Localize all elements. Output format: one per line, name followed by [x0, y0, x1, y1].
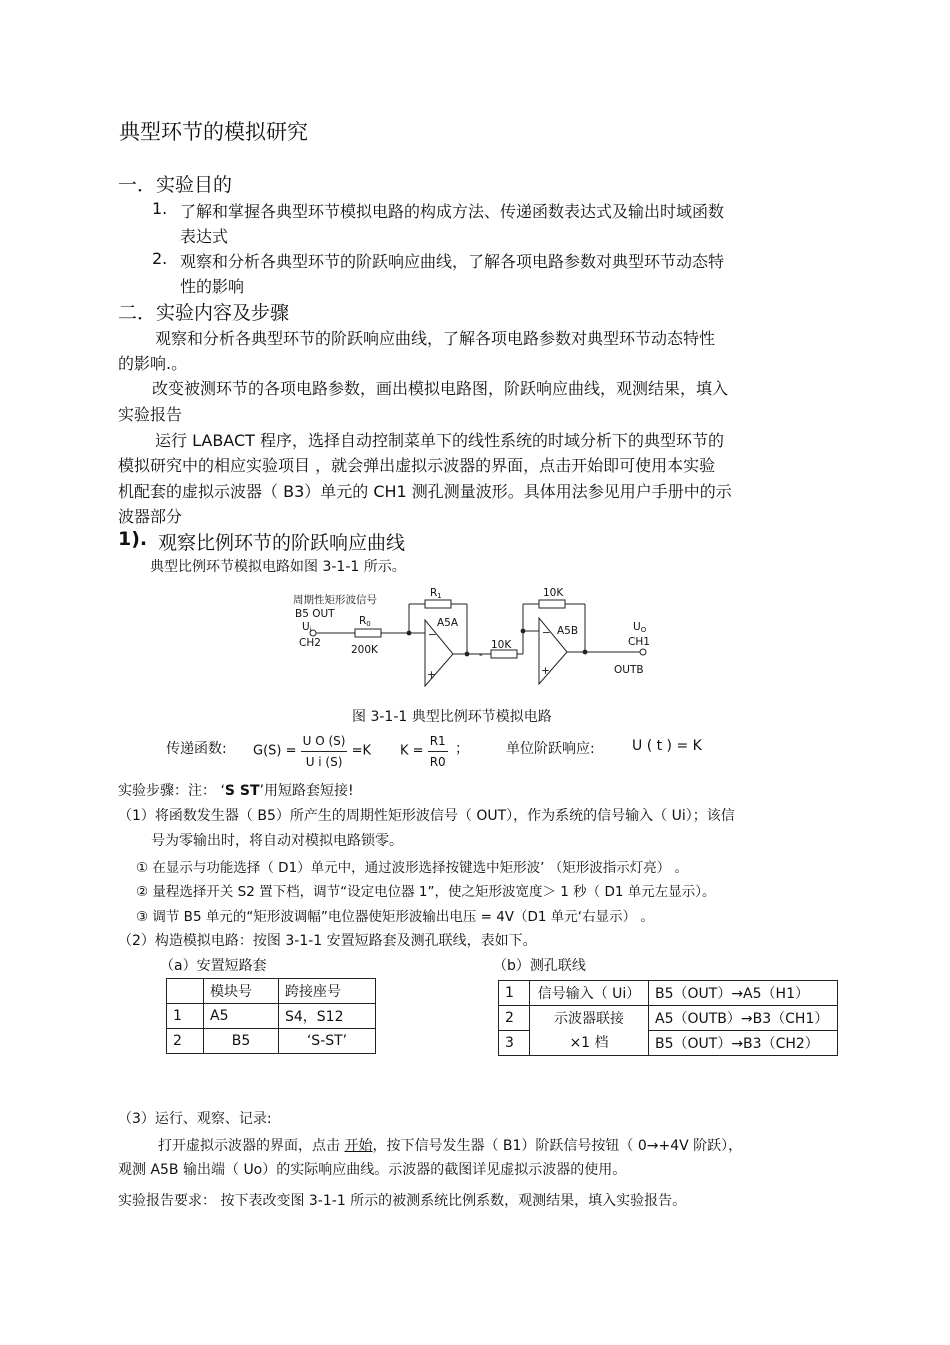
table-cell: 1 — [499, 981, 530, 1006]
step-1-item-3: ③ 调节 B5 单元的“矩形波调幅”电位器使矩形波输出电压 = 4V（D1 单元‘右显示） 。 — [136, 909, 654, 925]
r0-value: 200K — [351, 644, 378, 656]
resistor-r0 — [355, 629, 381, 637]
table-cell: 信号输入（ Ui） — [530, 981, 649, 1006]
paragraph-line: 运行 LABACT 程序，选择自动控制菜单下的线性系统的时域分析下的典型环节的 — [155, 431, 724, 450]
subsection-heading: 观察比例环节的阶跃响应曲线 — [158, 532, 406, 554]
uo-ui-fraction — [301, 731, 348, 772]
circuit-diagram — [285, 582, 680, 690]
table-cell: 1 — [167, 1004, 204, 1029]
table-cell: S4，S12 — [279, 1004, 376, 1029]
step-3-line2: 观测 A5B 输出端（ Uo）的实际响应曲线。示波器的截图详见虚拟示波器的使用。 — [118, 1162, 627, 1178]
paragraph-line: 改变被测环节的各项电路参数，画出模拟电路图，阶跃响应曲线，观测结果，填入 — [152, 379, 729, 398]
step-3-line1: 打开虚拟示波器的界面，点击 开始，按下信号发生器（ B1）阶跃信号按钮（ 0→+4V 阶跃）， — [158, 1138, 743, 1154]
table-cell-merged — [530, 1006, 649, 1056]
step-2: （2）构造模拟电路：按图 3-1-1 安置短路套及测孔联线，表如下。 — [118, 933, 537, 949]
gain-denominator: R0 — [429, 755, 446, 769]
steps-intro: 实验步骤：注： ‘S ST’用短路套短接! — [118, 783, 354, 799]
r0-label: R0 — [359, 615, 371, 628]
figure-intro: 典型比例环节模拟电路如图 3-1-1 所示。 — [150, 559, 406, 575]
feedback-resistor-value: 10K — [543, 587, 564, 599]
a5a-minus: − — [428, 629, 437, 641]
step-3-heading: （3）运行、观察、记录: — [118, 1111, 272, 1127]
table-cell: 2 — [167, 1029, 204, 1054]
a5a-label: A5A — [437, 617, 459, 629]
signal-label: 周期性矩形波信号 — [293, 594, 377, 606]
report-requirement: 实验报告要求： 按下表改变图 3-1-1 所示的被测系统比例系数，观测结果，填入实验报告。 — [118, 1193, 687, 1209]
resistor-10k-mid — [491, 650, 517, 658]
table-cell: A5（OUTB）→B3（CH1） — [649, 1006, 838, 1031]
table-cell: A5 — [204, 1004, 279, 1029]
section1-heading: 一．实验目的 — [118, 174, 233, 196]
step-response-value: U ( t ) = K — [632, 738, 702, 754]
ui-label: Ui — [302, 621, 312, 634]
a5b-minus: − — [542, 627, 551, 639]
step-response-label: 单位阶跃响应: — [506, 741, 595, 757]
table-row — [499, 1006, 838, 1031]
table-header-cell: 模块号 — [204, 979, 279, 1004]
jumper-table — [166, 978, 376, 1054]
semicolon: ； — [455, 741, 469, 757]
step-1-item-1: ① 在显示与功能选择（ D1）单元中，通过波形选择按键选中矩形波’ （矩形波指示灯亮） 。 — [136, 860, 689, 876]
paragraph-line: 的影响.。 — [118, 354, 188, 373]
table-row — [167, 1029, 376, 1054]
a5b-plus: + — [541, 665, 550, 677]
paragraph-line: 观察和分析各典型环节的阶跃响应曲线，了解各项电路参数对典型环节动态特性 — [155, 329, 716, 348]
paragraph-line: 波器部分 — [118, 507, 183, 526]
resistor-10k-feedback — [539, 600, 565, 608]
table-cell-text: 示波器联接 — [554, 1010, 624, 1027]
section2-heading: 二．实验内容及步骤 — [118, 302, 290, 324]
resistor-r1 — [425, 600, 451, 608]
outb-label: OUTB — [614, 664, 644, 676]
equals-k: =K — [351, 743, 372, 759]
output-terminal — [640, 649, 646, 655]
list-item-text: 了解和掌握各典型环节模拟电路的构成方法、传递函数表达式及输出时域函数 — [180, 202, 725, 221]
uo-label: UO — [633, 621, 647, 634]
step-1-item-2: ② 量程选择开关 S2 置下档，调节“设定电位器 1”，使之矩形波宽度＞ 1 秒（ D1 单元左显示）。 — [136, 884, 716, 900]
b5-out-label: B5 OUT — [295, 608, 335, 620]
table-b-caption: （b）测孔联线 — [493, 958, 586, 974]
table-cell: ‘S-ST’ — [279, 1029, 376, 1054]
list-item-num: 1. — [152, 199, 168, 218]
ch2-label: CH2 — [299, 637, 321, 649]
step-1-line1: （1）将函数发生器（ B5）所产生的周期性矩形波信号（ OUT），作为系统的信号输入（ Ui）；该信 — [118, 808, 735, 824]
gain-numerator: R1 — [428, 731, 448, 752]
fraction-denominator: U i (S) — [305, 755, 343, 769]
table-cell-text: ×1 档 — [569, 1034, 609, 1051]
table-cell: 3 — [499, 1031, 530, 1056]
table-cell: B5（OUT）→B3（CH2） — [649, 1031, 838, 1056]
a5b-label: A5B — [557, 625, 579, 637]
list-item-text-cont: 表达式 — [180, 227, 229, 246]
list-item-text-cont: 性的影响 — [180, 277, 245, 296]
mid-resistor-value: 10K — [491, 639, 512, 651]
paragraph-line: 模拟研究中的相应实验项目 ，就会弹出虚拟示波器的界面，点击开始即可使用本实验 — [118, 456, 716, 475]
subsection-number: 1). — [118, 528, 148, 550]
table-row — [167, 1004, 376, 1029]
list-item-text: 观察和分析各典型环节的阶跃响应曲线，了解各项电路参数对典型环节动态特 — [180, 252, 725, 271]
step-1-line2: 号为零输出时，将自动对模拟电路锁零。 — [151, 833, 403, 849]
probe-table — [498, 980, 838, 1056]
figure-caption: 图 3-1-1 典型比例环节模拟电路 — [352, 709, 552, 725]
fraction-numerator: U O (S) — [301, 731, 348, 752]
table-cell: 2 — [499, 1006, 530, 1031]
gs-lhs: G(S) = — [253, 743, 297, 759]
paragraph-line: 实验报告 — [118, 405, 183, 424]
table-row — [499, 981, 838, 1006]
a5a-plus: + — [427, 669, 436, 681]
table-header-cell — [167, 979, 204, 1004]
table-cell: B5 — [204, 1029, 279, 1054]
table-header-cell: 跨接座号 — [279, 979, 376, 1004]
start-link[interactable]: 开始 — [344, 1138, 373, 1154]
table-cell: B5（OUT）→A5（H1） — [649, 981, 838, 1006]
k-equals: K = — [400, 743, 424, 759]
table-header-row — [167, 979, 376, 1004]
r1-r0-fraction — [428, 731, 448, 772]
r1-label: R1 — [430, 587, 442, 600]
dash-label: - — [479, 649, 483, 661]
table-a-caption: （a）安置短路套 — [160, 958, 267, 974]
list-item-num: 2. — [152, 249, 168, 268]
gain-formula — [400, 731, 448, 772]
paragraph-line: 机配套的虚拟示波器（ B3）单元的 CH1 测孔测量波形。具体用法参见用户手册中的示 — [118, 482, 732, 501]
page-title: 典型环节的模拟研究 — [119, 120, 308, 144]
transfer-function — [253, 731, 371, 772]
ch1-label: CH1 — [628, 636, 650, 648]
transfer-label: 传递函数: — [166, 741, 227, 757]
